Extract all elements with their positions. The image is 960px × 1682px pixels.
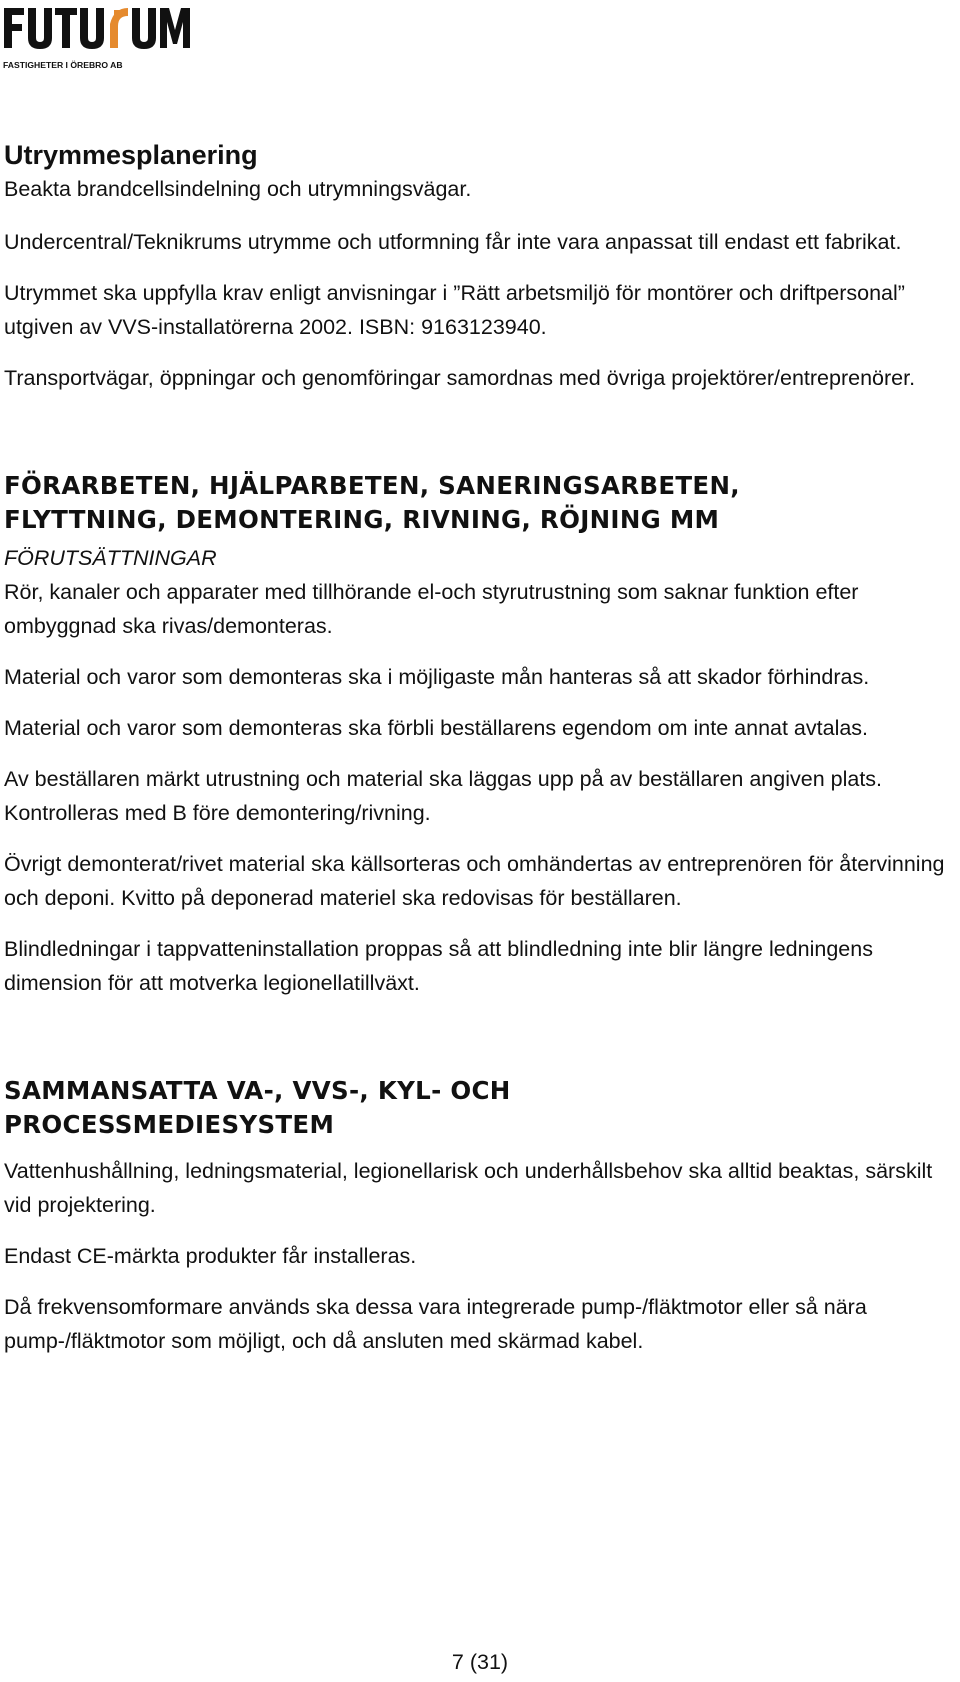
preparatory-paragraph: Blindledningar i tappvatteninstallation proppas så att blindledning inte blir längre ledningens dimension för att motverka legionellatillväxt.	[4, 937, 873, 995]
prerequisites-subheading: FÖRUTSÄTTNINGAR	[4, 546, 217, 570]
page-number: 7 (31)	[451, 1650, 509, 1674]
preparatory-paragraph: Av beställaren märkt utrustning och material ska läggas upp på av beställaren angiven plats. Kontrolleras med B före demontering/rivning.	[4, 767, 883, 825]
preparatory-title-line2: FLYTTNING, DEMONTERING, RIVNING, RÖJNING MM	[4, 505, 720, 534]
combined-paragraph: Vattenhushållning, ledningsmaterial, legionellarisk och underhållsbehov ska alltid beaktas, särskilt vid projektering.	[4, 1159, 933, 1217]
preparatory-paragraph: Material och varor som demonteras ska i möjligaste mån hanteras så att skador förhindras.	[4, 665, 870, 689]
combined-title-line2: PROCESSMEDIESYSTEM	[4, 1110, 335, 1139]
preparatory-paragraph: Rör, kanaler och apparater med tillhörande el-och styrutrustning som saknar funktion efter ombyggnad ska rivas/demonteras.	[4, 580, 859, 638]
logo-tagline: FASTIGHETER I ÖREBRO AB	[3, 60, 123, 70]
preparatory-paragraph: Material och varor som demonteras ska förbli beställarens egendom om inte annat avtalas.	[4, 716, 869, 740]
space-planning-heading: Utrymmesplanering	[4, 140, 258, 170]
preparatory-section	[4, 469, 956, 1000]
combined-systems-section	[4, 1074, 956, 1358]
futurum-wordmark	[2, 2, 202, 74]
preparatory-title-line1: FÖRARBETEN, HJÄLPARBETEN, SANERINGSARBETEN,	[4, 471, 740, 500]
space-paragraph: Transportvägar, öppningar och genomföringar samordnas med övriga projektörer/entreprenörer.	[4, 366, 916, 390]
preparatory-paragraph: Övrigt demonterat/rivet material ska källsorteras och omhändertas av entreprenören för återvinning och deponi. Kvitto på deponerad materiel ska redovisas för beställaren.	[4, 852, 945, 910]
space-paragraph: Beakta brandcellsindelning och utrymningsvägar.	[4, 177, 472, 201]
combined-paragraph: Då frekvensomformare används ska dessa vara integrerade pump-/fläktmotor eller så nära pump-/fläktmotor som möjligt, och då ansluten med skärmad kabel.	[4, 1295, 867, 1353]
space-paragraph: Utrymmet ska uppfylla krav enligt anvisningar i ”Rätt arbetsmiljö för montörer och driftpersonal” utgiven av VVS-installatörerna 2002. ISBN: 9163123940.	[4, 281, 905, 339]
combined-paragraph: Endast CE-märkta produkter får installeras.	[4, 1244, 417, 1268]
combined-title-line1: SAMMANSATTA VA-, VVS-, KYL- OCH	[4, 1076, 511, 1105]
space-paragraph: Undercentral/Teknikrums utrymme och utformning får inte vara anpassat till endast ett fabrikat.	[4, 230, 902, 254]
document-body	[4, 138, 956, 1375]
futurum-logo	[2, 2, 202, 74]
